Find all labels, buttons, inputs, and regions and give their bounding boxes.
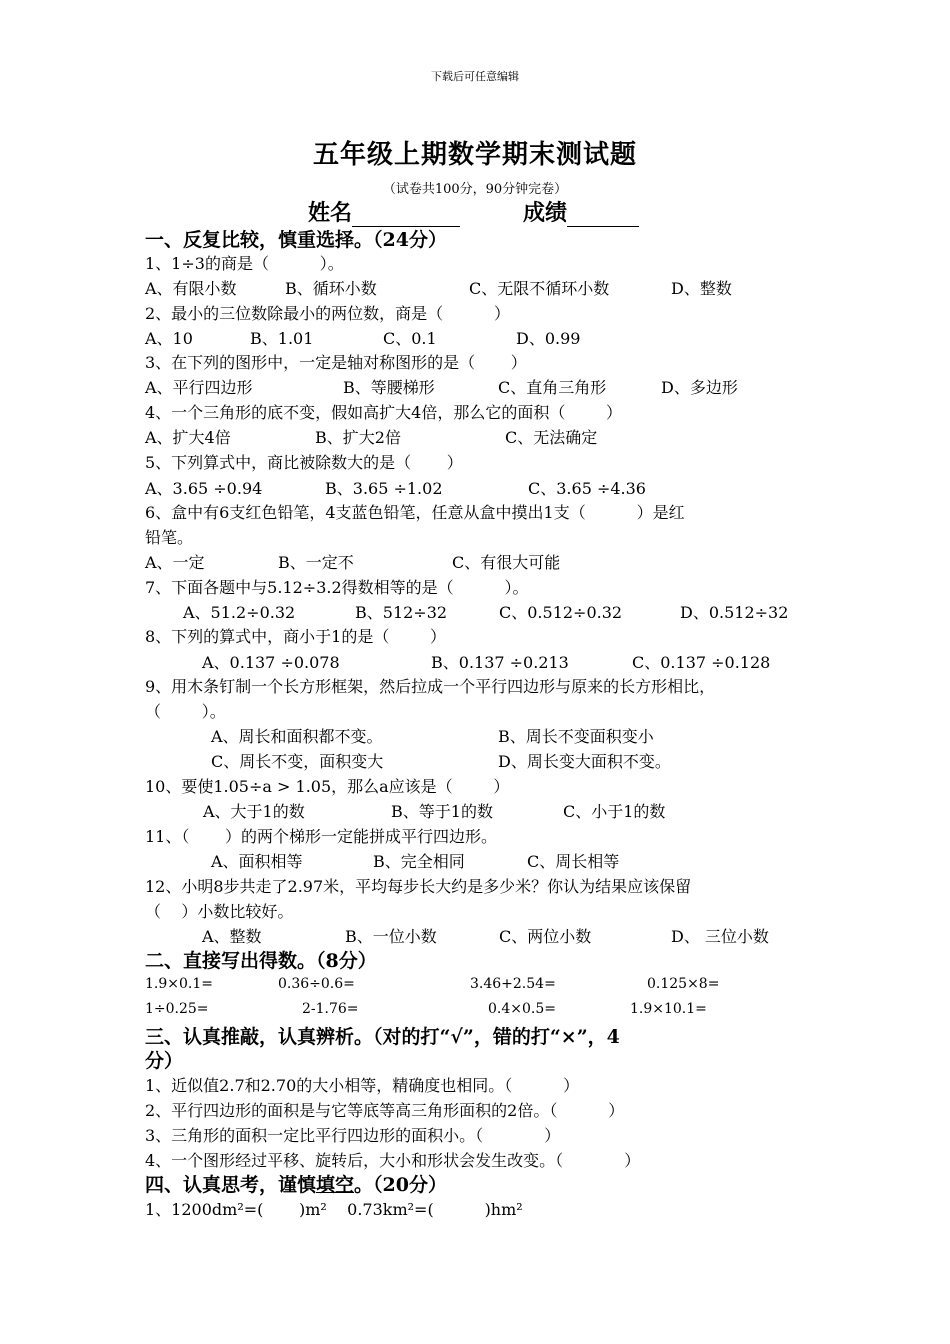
question-5: 5、下列算式中，商比被除数大的是（ ）: [145, 453, 463, 472]
q12-option-d: D、 三位小数: [671, 927, 769, 946]
section4-heading: [145, 1170, 447, 1197]
q1-option-c: C、无限不循环小数: [469, 279, 610, 298]
q2-option-d: D、0.99: [516, 329, 581, 348]
q9-option-c: C、周长不变，面积变大: [211, 752, 384, 771]
question-9-cont: （ ）。: [145, 702, 226, 721]
q1-option-a: A、有限小数: [145, 279, 237, 298]
calc-4: 0.125×8=: [647, 976, 720, 992]
q9-option-d: D、周长变大面积不变。: [498, 752, 671, 771]
q11-option-a: A、面积相等: [211, 852, 303, 871]
name-field: [308, 196, 460, 227]
q4-option-a: A、扩大4倍: [145, 428, 231, 447]
q3-option-b: B、等腰梯形: [343, 378, 435, 397]
q11-option-b: B、完全相同: [373, 852, 465, 871]
question-1: 1、1÷3的商是（ ）。: [145, 254, 344, 273]
q6-option-c: C、有很大可能: [452, 553, 561, 572]
q7-option-a: A、51.2÷0.32: [183, 603, 296, 622]
section4-heading-underlined: 填空: [316, 1174, 355, 1196]
q7-option-b: B、512÷32: [355, 603, 448, 622]
judge-2: 2、平行四边形的面积是与它等底等高三角形面积的2倍。（ ）: [145, 1101, 625, 1120]
section4-heading-a: 四、认真思考，谨慎: [145, 1174, 317, 1196]
q3-option-a: A、平行四边形: [145, 378, 253, 397]
q2-option-a: A、10: [145, 329, 193, 348]
q12-option-b: B、一位小数: [345, 927, 437, 946]
question-7: 7、下面各题中与5.12÷3.2得数相等的是（ ）。: [145, 578, 529, 597]
q12-option-a: A、整数: [202, 927, 262, 946]
calc-3: 3.46+2.54=: [470, 976, 556, 992]
question-3: 3、在下列的图形中，一定是轴对称图形的是（ ）: [145, 353, 527, 372]
calc-1: 1.9×0.1=: [145, 976, 213, 992]
name-label: 姓名: [308, 200, 353, 226]
q6-option-b: B、一定不: [278, 553, 354, 572]
section3-heading: 三、认真推敲，认真辨析。（对的打“√”，错的打“×”，4: [145, 1026, 620, 1048]
q5-option-c: C、3.65 ÷4.36: [528, 479, 646, 498]
score-label: 成绩: [523, 200, 568, 226]
q3-option-c: C、直角三角形: [498, 378, 607, 397]
score-field: [523, 196, 639, 227]
judge-4: 4、一个图形经过平移、旋转后，大小和形状会发生改变。（ ）: [145, 1151, 641, 1170]
calc-8: 1.9×10.1=: [630, 1001, 707, 1017]
q6-option-a: A、一定: [145, 553, 205, 572]
score-blank: [567, 206, 639, 227]
q9-option-b: B、周长不变面积变小: [498, 727, 654, 746]
q9-option-a: A、周长和面积都不变。: [211, 727, 383, 746]
q2-option-b: B、1.01: [250, 329, 314, 348]
q12-option-c: C、两位小数: [499, 927, 592, 946]
question-9: 9、用木条钉制一个长方形框架，然后拉成一个平行四边形与原来的长方形相比，: [145, 677, 716, 696]
section3-heading-cont: 分）: [145, 1050, 184, 1072]
q4-option-c: C、无法确定: [505, 428, 598, 447]
q8-option-a: A、0.137 ÷0.078: [202, 653, 340, 672]
q1-option-d: D、整数: [671, 279, 732, 298]
section1-heading: 一、反复比较，慎重选择。（24分）: [145, 229, 447, 251]
question-4: 4、一个三角形的底不变，假如高扩大4倍，那么它的面积（ ）: [145, 403, 623, 422]
calc-7: 0.4×0.5=: [488, 1001, 556, 1017]
q10-option-b: B、等于1的数: [391, 802, 493, 821]
q1-option-b: B、循环小数: [285, 279, 377, 298]
q2-option-c: C、0.1: [383, 329, 437, 348]
name-blank: [352, 206, 460, 227]
question-2: 2、最小的三位数除最小的两位数，商是（ ）: [145, 304, 511, 323]
q8-option-c: C、0.137 ÷0.128: [632, 653, 771, 672]
q5-option-b: B、3.65 ÷1.02: [325, 479, 443, 498]
question-10: 10、要使1.05÷a > 1.05，那么a应该是（ ）: [145, 777, 510, 796]
judge-3: 3、三角形的面积一定比平行四边形的面积小。（ ）: [145, 1126, 561, 1145]
q7-option-d: D、0.512÷32: [680, 603, 789, 622]
header-note: 下载后可任意编辑: [431, 70, 519, 83]
q10-option-c: C、小于1的数: [563, 802, 666, 821]
q8-option-b: B、0.137 ÷0.213: [431, 653, 569, 672]
page-title: 五年级上期数学期末测试题: [312, 140, 637, 170]
subtitle: （试卷共100分，90分钟完卷）: [382, 182, 568, 197]
judge-1: 1、近似值2.7和2.70的大小相等，精确度也相同。（ ）: [145, 1076, 580, 1095]
question-12-cont: （ ）小数比较好。: [145, 902, 294, 921]
calc-2: 0.36÷0.6=: [278, 976, 355, 992]
q10-option-a: A、大于1的数: [203, 802, 305, 821]
calc-5: 1÷0.25=: [145, 1001, 209, 1017]
question-6: 6、盒中有6支红色铅笔，4支蓝色铅笔，任意从盒中摸出1支（ ）是红: [145, 503, 685, 522]
q11-option-c: C、周长相等: [527, 852, 620, 871]
question-6-cont: 铅笔。: [145, 528, 194, 547]
q3-option-d: D、多边形: [661, 378, 738, 397]
question-11: 11、（ ）的两个梯形一定能拼成平行四边形。: [145, 827, 497, 846]
q7-option-c: C、0.512÷0.32: [499, 603, 623, 622]
q5-option-a: A、3.65 ÷0.94: [145, 479, 263, 498]
calc-6: 2-1.76=: [302, 1001, 359, 1017]
section2-heading: 二、直接写出得数。（8分）: [145, 950, 377, 972]
section4-heading-c: 。（20分）: [354, 1174, 447, 1196]
question-12: 12、小明8步共走了2.97米，平均每步长大约是多少米？你认为结果应该保留: [145, 877, 692, 896]
fill-1: 1、1200dm²=( )m² 0.73km²=( )hm²: [145, 1200, 523, 1219]
q4-option-b: B、扩大2倍: [315, 428, 401, 447]
question-8: 8、下列的算式中，商小于1的是（ ）: [145, 627, 447, 646]
